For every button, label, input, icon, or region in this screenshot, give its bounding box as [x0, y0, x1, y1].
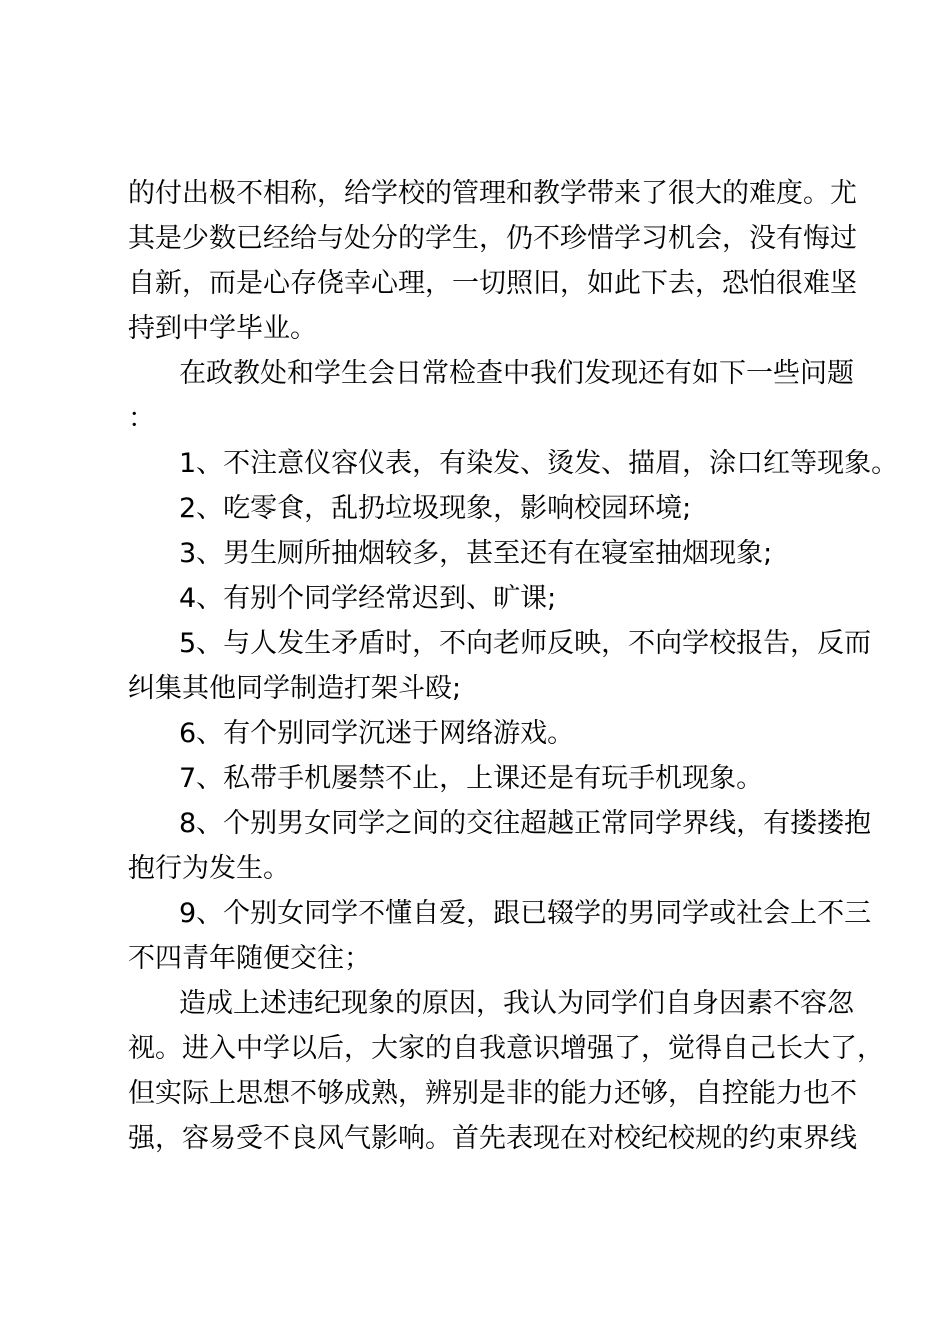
text-line: 视。进入中学以后，大家的自我意识增强了，觉得自己长大了， [128, 1033, 884, 1064]
text-line: 强，容易受不良风气影响。首先表现在对校纪校规的约束界线 [128, 1123, 857, 1154]
text-line: 不四青年随便交往； [128, 943, 371, 974]
list-item: 9、个别女同学不懂自爱，跟已辍学的男同学或社会上不三 [179, 898, 872, 929]
list-item: 8、个别男女同学之间的交往超越正常同学界线，有搂搂抱 [179, 808, 872, 839]
list-item: 5、与人发生矛盾时，不向老师反映，不向学校报告，反而 [179, 628, 872, 659]
text-line: 在政教处和学生会日常检查中我们发现还有如下一些问题 [179, 358, 854, 389]
text-line: 持到中学毕业。 [128, 313, 317, 344]
text-line: 但实际上思想不够成熟，辨别是非的能力还够，自控能力也不 [128, 1078, 857, 1109]
text-line: 其是少数已经给与处分的学生，仍不珍惜学习机会，没有悔过 [128, 223, 857, 254]
list-item: 1、不注意仪容仪表，有染发、烫发、描眉，涂口红等现象。 [179, 448, 899, 479]
list-item: 6、有个别同学沉迷于网络游戏。 [179, 718, 575, 749]
text-line: 造成上述违纪现象的原因，我认为同学们自身因素不容忽 [179, 988, 854, 1019]
list-item: 3、男生厕所抽烟较多，甚至还有在寝室抽烟现象; [179, 538, 773, 569]
text-line: ： [128, 403, 155, 434]
text-line: 纠集其他同学制造打架斗殴; [128, 673, 462, 704]
list-item: 7、私带手机屡禁不止，上课还是有玩手机现象。 [179, 763, 764, 794]
list-item: 4、有别个同学经常迟到、旷课; [179, 583, 557, 614]
text-line: 的付出极不相称，给学校的管理和教学带来了很大的难度。尤 [128, 178, 857, 209]
text-line: 自新，而是心存侥幸心理，一切照旧，如此下去，恐怕很难坚 [128, 268, 857, 299]
text-line: 抱行为发生。 [128, 853, 290, 884]
list-item: 2、吃零食，乱扔垃圾现象，影响校园环境; [179, 493, 692, 524]
